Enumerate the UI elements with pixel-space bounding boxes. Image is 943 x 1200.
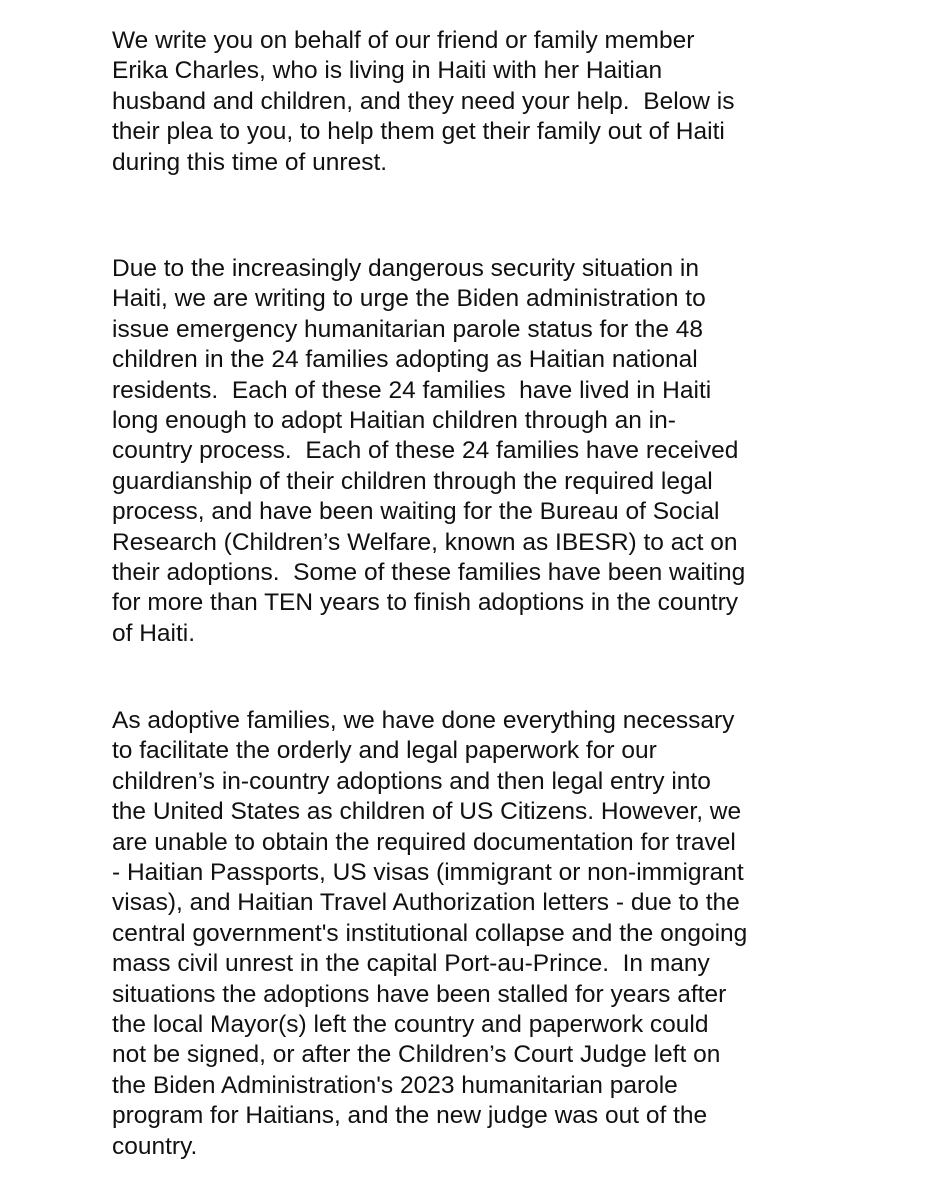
text-line: central government's institutional collapse and the ongoing [112, 919, 748, 947]
text-line: Research (Children’s Welfare, known as IBESR) to act on [112, 528, 738, 556]
text-line: are unable to obtain the required documentation for travel [112, 828, 736, 856]
text-line: Erika Charles, who is living in Haiti with her Haitian [112, 57, 663, 85]
text-line: of Haiti. [112, 619, 196, 647]
text-line: their adoptions. Some of these families have been waiting [112, 559, 746, 587]
text-line: - Haitian Passports, US visas (immigrant or non-immigrant [112, 859, 744, 887]
text-line: situations the adoptions have been stalled for years after [112, 980, 727, 1008]
text-line: country. [112, 1132, 198, 1160]
text-line: Haiti, we are writing to urge the Biden administration to [112, 285, 706, 313]
text-line: process, and have been waiting for the Bureau of Social [112, 498, 720, 526]
text-line: to facilitate the orderly and legal paperwork for our [112, 737, 657, 765]
text-line: Due to the increasingly dangerous security situation in [112, 255, 699, 282]
paragraph-security-situation [112, 254, 912, 649]
text-line: program for Haitians, and the new judge was out of the [112, 1102, 708, 1130]
text-line: for more than TEN years to finish adoptions in the country [112, 589, 738, 617]
text-line: during this time of unrest. [112, 148, 388, 176]
text-line: country process. Each of these 24 families have received [112, 437, 739, 465]
text-line: children’s in-country adoptions and then legal entry into [112, 767, 711, 795]
text-line: residents. Each of these 24 families have lived in Haiti [112, 376, 712, 404]
text-line: husband and children, and they need your help. Below is [112, 87, 735, 115]
text-line: issue emergency humanitarian parole status for the 48 [112, 315, 704, 343]
text-line: not be signed, or after the Children’s Court Judge left on [112, 1041, 721, 1069]
paragraph-adoptive-families [112, 706, 912, 1162]
text-line: visas), and Haitian Travel Authorization letters - due to the [112, 889, 740, 917]
paragraph-intro [112, 26, 912, 178]
text-line: children in the 24 families adopting as Haitian national [112, 346, 698, 374]
text-line: mass civil unrest in the capital Port-au-Prince. In many [112, 950, 710, 978]
text-line: long enough to adopt Haitian children through an in- [112, 407, 676, 435]
text-line: the Biden Administration's 2023 humanitarian parole [112, 1071, 678, 1099]
text-line: guardianship of their children through the required legal [112, 467, 713, 495]
text-line: We write you on behalf of our friend or family member [112, 27, 695, 54]
text-line: their plea to you, to help them get their family out of Haiti [112, 118, 725, 146]
text-line: the United States as children of US Citizens. However, we [112, 798, 742, 826]
text-line: the local Mayor(s) left the country and paperwork could [112, 1011, 709, 1039]
text-line: As adoptive families, we have done everything necessary [112, 707, 735, 734]
